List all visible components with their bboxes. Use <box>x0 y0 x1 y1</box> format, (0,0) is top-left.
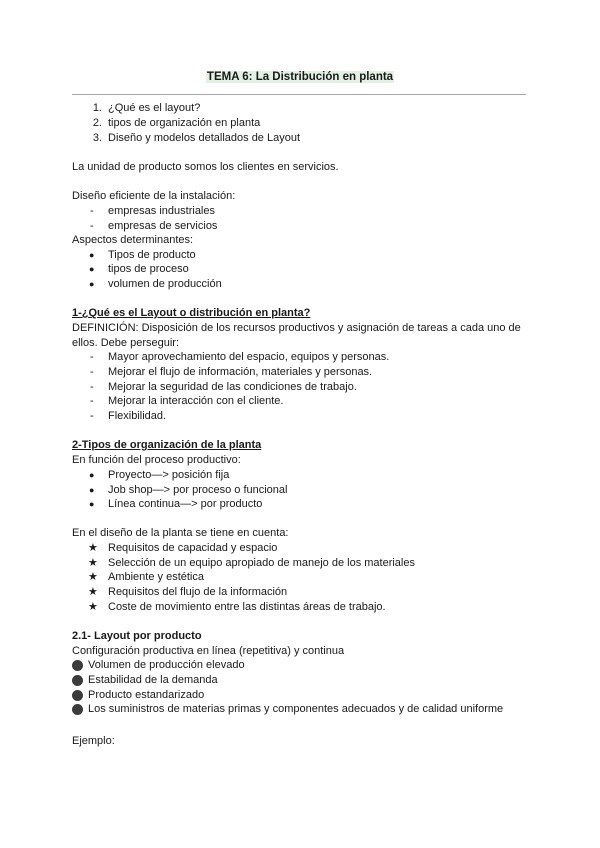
star-bullet: ★ <box>88 557 98 569</box>
dash-bullet: - <box>90 205 94 217</box>
definition-line-2: ellos. Debe perseguir: <box>72 337 180 349</box>
aspects-item: volumen de producción <box>108 278 222 290</box>
dash-bullet: - <box>90 410 94 422</box>
index-text: tipos de organización en planta <box>108 117 261 129</box>
section-2-1-lead: Configuración productiva en línea (repetitiva) y continua <box>72 645 345 657</box>
product-layout-item: Los suministros de materias primas y componentes adecuados y de calidad uniforme <box>88 703 504 715</box>
aspects-label: Aspectos determinantes: <box>72 234 194 246</box>
section-2-1-heading: 2.1- Layout por producto <box>72 630 202 642</box>
goal-item: Flexibilidad. <box>108 410 167 422</box>
star-bullet: ★ <box>88 601 98 613</box>
black-circle-icon <box>72 675 83 686</box>
dot-bullet: ● <box>89 499 95 509</box>
index-number: 2. <box>92 117 102 129</box>
dash-bullet: - <box>90 220 94 232</box>
section-2-lead: En función del proceso productivo: <box>72 454 241 466</box>
aspects-item: tipos de proceso <box>108 263 189 275</box>
design-lead: En el diseño de la planta se tiene en cuenta: <box>72 527 289 539</box>
star-bullet: ★ <box>88 542 98 554</box>
black-circle-icon <box>72 704 83 715</box>
black-circle-icon <box>72 660 83 671</box>
process-item: Línea continua—> por producto <box>108 498 263 510</box>
star-bullet: ★ <box>88 571 98 583</box>
goal-item: Mayor aprovechamiento del espacio, equipos y personas. <box>108 351 390 363</box>
index-text: Diseño y modelos detallados de Layout <box>108 132 301 144</box>
product-layout-item: Volumen de producción elevado <box>88 659 245 671</box>
index-number: 1. <box>92 102 102 114</box>
design-requirement: Ambiente y estética <box>108 571 204 583</box>
example-label: Ejemplo: <box>72 735 115 747</box>
design-requirement: Coste de movimiento entre las distintas áreas de trabajo. <box>108 601 386 613</box>
product-layout-item: Producto estandarizado <box>88 689 205 701</box>
design-label: Diseño eficiente de la instalación: <box>72 190 236 202</box>
intro-paragraph: La unidad de producto somos los clientes en servicios. <box>72 161 339 173</box>
dash-bullet: - <box>90 366 94 378</box>
dot-bullet: ● <box>89 250 95 260</box>
dash-bullet: - <box>90 395 94 407</box>
black-circle-icon <box>72 690 83 701</box>
dot-bullet: ● <box>89 470 95 480</box>
product-layout-item: Estabilidad de la demanda <box>88 674 218 686</box>
dot-bullet: ● <box>89 264 95 274</box>
section-1-heading: 1-¿Qué es el Layout o distribución en planta? <box>72 307 311 319</box>
dash-bullet: - <box>90 351 94 363</box>
dot-bullet: ● <box>89 485 95 495</box>
design-item: empresas industriales <box>108 205 215 217</box>
title-divider <box>72 94 526 95</box>
goal-item: Mejorar el flujo de información, materiales y personas. <box>108 366 373 378</box>
section-2-heading: 2-Tipos de organización de la planta <box>72 439 262 451</box>
star-bullet: ★ <box>88 586 98 598</box>
design-requirement: Requisitos del flujo de la información <box>108 586 288 598</box>
document-title: TEMA 6: La Distribución en planta <box>206 71 394 83</box>
aspects-item: Tipos de producto <box>108 249 196 261</box>
design-item: empresas de servicios <box>108 220 218 232</box>
design-requirement: Selección de un equipo apropiado de manejo de los materiales <box>108 557 415 569</box>
index-number: 3. <box>92 132 102 144</box>
goal-item: Mejorar la interacción con el cliente. <box>108 395 284 407</box>
goal-item: Mejorar la seguridad de las condiciones de trabajo. <box>108 381 357 393</box>
design-requirement: Requisitos de capacidad y espacio <box>108 542 278 554</box>
index-text: ¿Qué es el layout? <box>108 102 201 114</box>
definition-line-1: DEFINICIÓN: Disposición de los recursos productivos y asignación de tareas a cada uno de <box>72 322 521 334</box>
process-item: Job shop—> por proceso o funcional <box>108 484 288 496</box>
process-item: Proyecto—> posición fija <box>108 469 230 481</box>
dot-bullet: ● <box>89 279 95 289</box>
dash-bullet: - <box>90 381 94 393</box>
